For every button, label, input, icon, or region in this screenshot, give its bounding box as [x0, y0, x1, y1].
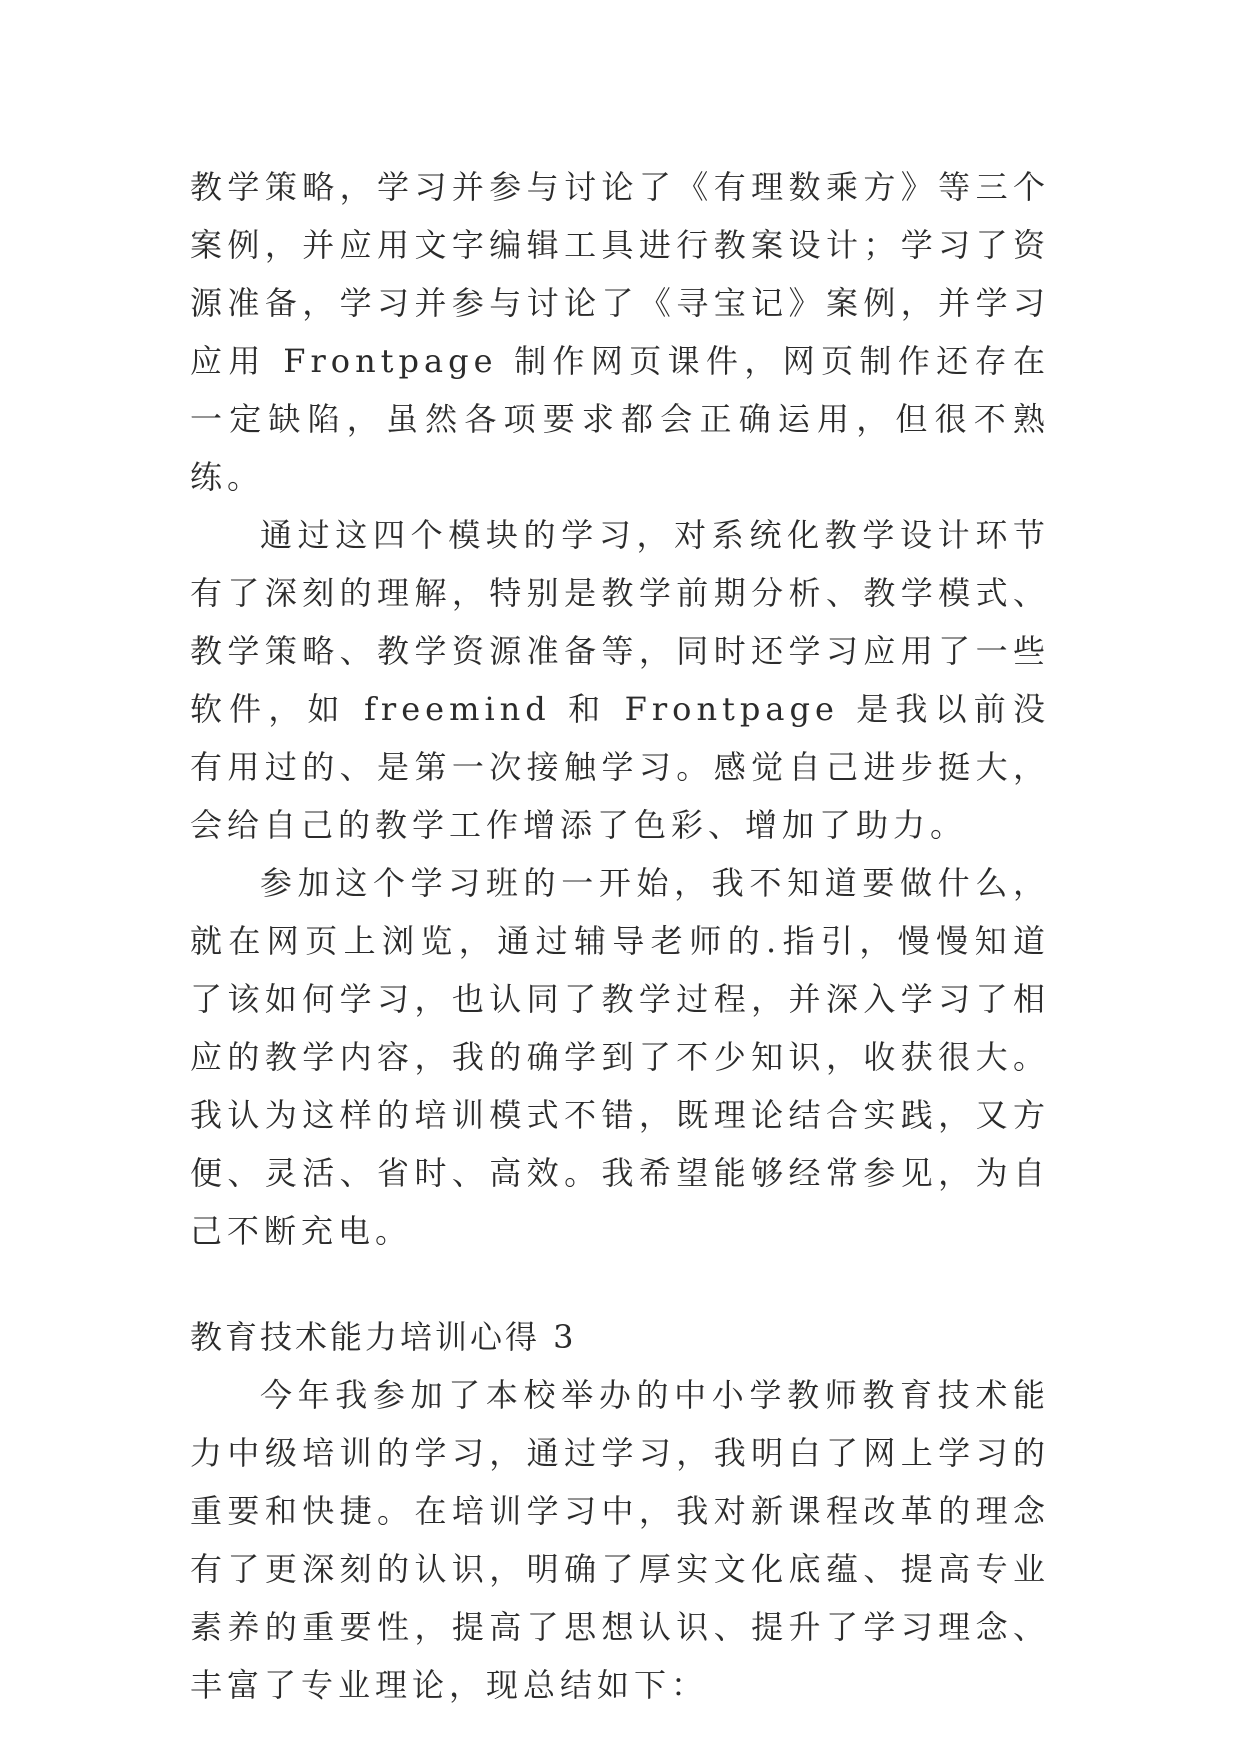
section-title: 教育技术能力培训心得 3	[190, 1318, 577, 1356]
paragraph-continuation: 教学策略，学习并参与讨论了《有理数乘方》等三个案例，并应用文字编辑工具进行教案设计；学习了资源准备，学习并参与讨论了《寻宝记》案例，并学习应用 Frontpage 制作网页课件，网页制作还存在一定缺陷，虽然各项要求都会正确运用，但很不熟练。	[190, 168, 1050, 496]
document-body	[190, 158, 1050, 1714]
paragraph-joining-class: 参加这个学习班的一开始，我不知道要做什么，就在网页上浏览，通过辅导老师的.指引，慢慢知道了该如何学习，也认同了教学过程，并深入学习了相应的教学内容，我的确学到了不少知识，收获很大。我认为这样的培训模式不错，既理论结合实践，又方便、灵活、省时、高效。我希望能够经常参见，为自己不断充电。	[190, 864, 1050, 1250]
paragraph-four-modules: 通过这四个模块的学习，对系统化教学设计环节有了深刻的理解，特别是教学前期分析、教学模式、教学策略、教学资源准备等，同时还学习应用了一些软件，如 freemind 和 Frontpage 是我以前没有用过的、是第一次接触学习。感觉自己进步挺大，会给自己的教学工作增添了色彩、增加了助力。	[190, 516, 1050, 844]
paragraph-training-intro: 今年我参加了本校举办的中小学教师教育技术能力中级培训的学习，通过学习，我明白了网上学习的重要和快捷。在培训学习中，我对新课程改革的理念有了更深刻的认识，明确了厚实文化底蕴、提高专业素养的重要性，提高了思想认识、提升了学习理念、丰富了专业理论，现总结如下：	[190, 1376, 1050, 1704]
